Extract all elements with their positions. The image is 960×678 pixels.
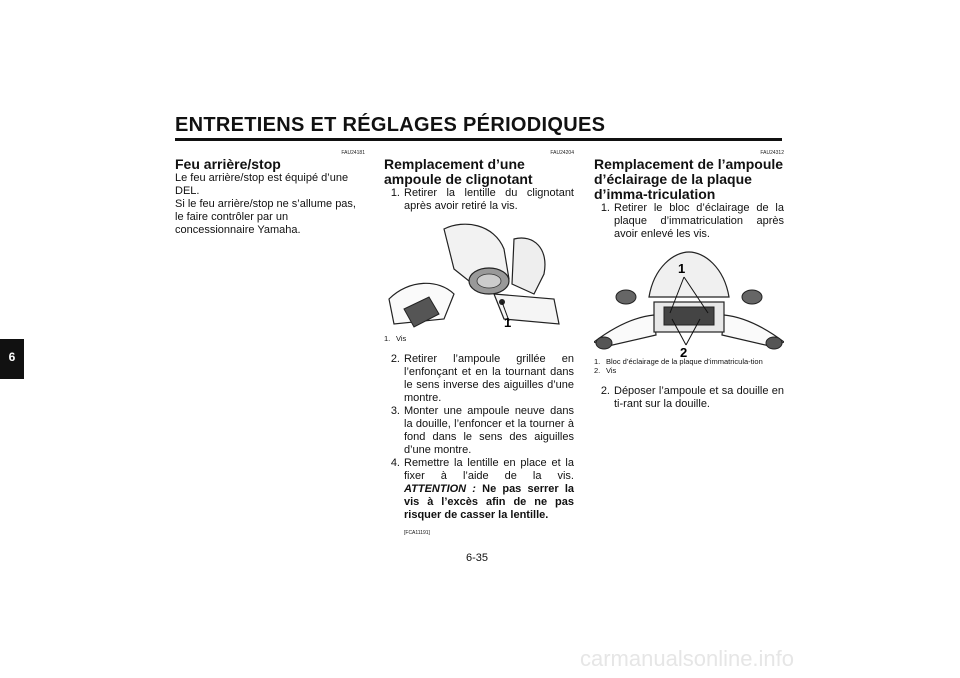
figure-caption	[594, 357, 784, 366]
step-number: 1.	[600, 202, 610, 214]
section-code: FAU24204	[550, 150, 574, 156]
step-item	[594, 385, 784, 411]
caution-code: [FCA11191]	[404, 530, 430, 536]
page-header-title: ENTRETIENS ET RÉGLAGES PÉRIODIQUES	[175, 114, 606, 136]
section-title: Feu arrière/stop	[175, 156, 281, 172]
step-text: Retirer l’ampoule grillée en l’enfonçant et en la tournant dans le sens inverse des aiguilles d’une montre.	[404, 353, 574, 404]
step-item	[594, 202, 784, 241]
step-item	[384, 405, 574, 457]
turn-signal-figure	[384, 219, 574, 334]
step-text: Retirer la lentille du clignotant après avoir retiré la vis.	[404, 187, 574, 212]
step-item	[384, 187, 574, 213]
figure-callout: 1	[678, 261, 686, 276]
caption-number: 1.	[594, 357, 601, 366]
caption-number: 1.	[384, 334, 391, 343]
attention-label: ATTENTION :	[404, 483, 476, 495]
caption-text: Bloc d’éclairage de la plaque d’immatricula-tion	[606, 357, 763, 366]
turn-signal-illustration	[384, 219, 574, 334]
section-code: FAU24312	[760, 150, 784, 156]
chapter-number: 6	[8, 350, 16, 364]
watermark: carmanualsonline.info	[580, 646, 795, 671]
license-light-figure	[594, 247, 784, 357]
step-number: 2.	[390, 353, 400, 365]
caption-number: 2.	[594, 366, 601, 375]
figure-callout: 2	[680, 345, 688, 357]
paragraph: Le feu arrière/stop est équipé d’une DEL.	[175, 172, 349, 197]
step-number: 2.	[600, 385, 610, 397]
page-number: 6-35	[466, 552, 489, 564]
section-code: FAU24181	[341, 150, 365, 156]
figure-caption	[384, 334, 574, 343]
step-text: Déposer l’ampoule et sa douille en ti-rant sur la douille.	[614, 385, 784, 410]
step-text-body: Remettre la lentille en place et la fixer à l’aide de la vis.	[404, 457, 574, 482]
figure-callout: 1	[504, 315, 512, 330]
step-item	[384, 353, 574, 405]
step-number: 1.	[390, 187, 400, 199]
section-title: Remplacement de l’ampoule d’éclairage de la plaque d’imma-triculation	[594, 156, 784, 202]
step-text	[404, 457, 574, 522]
step-item	[384, 457, 574, 522]
column-license-light	[594, 150, 784, 411]
step-text: Monter une ampoule neuve dans la douille, l’enfoncer et la tourner à fond dans le sens des aiguilles d’une montre.	[404, 405, 574, 456]
column-turn-signal	[384, 150, 574, 537]
caption-text: Vis	[396, 334, 407, 343]
figure-caption	[594, 366, 784, 375]
step-text: Retirer le bloc d’éclairage de la plaque d’immatriculation après avoir enlevé les vis.	[614, 202, 784, 240]
attention-text: Ne pas serrer la vis à l’excès afin de ne pas risquer de casser la lentille.	[404, 483, 574, 521]
step-number: 4.	[390, 457, 400, 469]
step-number: 3.	[390, 405, 400, 417]
license-light-illustration	[594, 247, 784, 357]
column-tail-light	[175, 150, 365, 237]
header-rule	[175, 138, 782, 141]
paragraph: Si le feu arrière/stop ne s’allume pas, le faire contrôler par un concessionnaire Yamaha.	[175, 198, 356, 236]
section-title: Remplacement d’une ampoule de clignotant	[384, 156, 533, 187]
caption-text: Vis	[606, 366, 617, 375]
